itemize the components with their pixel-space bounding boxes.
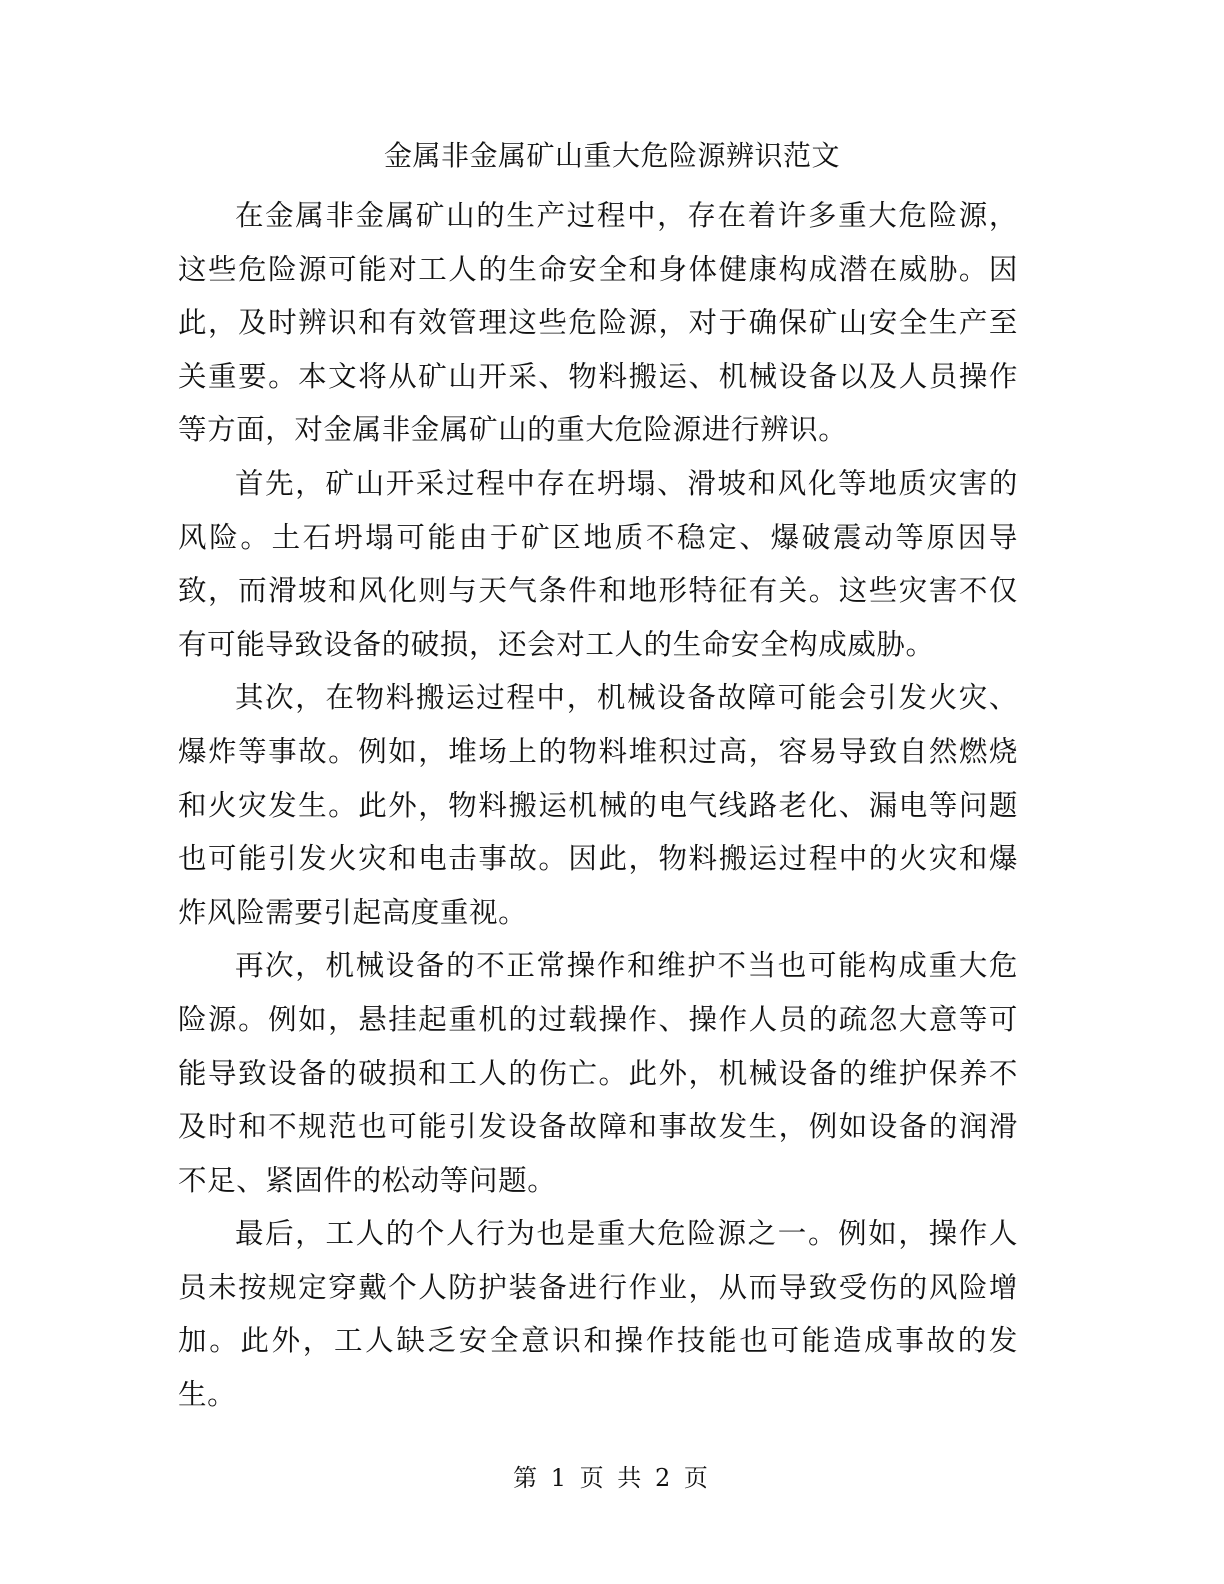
document-body (178, 189, 1018, 1422)
page-number-footer: 第 1 页 共 2 页 (513, 1464, 711, 1492)
paragraph-material-handling: 其次，在物料搬运过程中，机械设备故障可能会引发火灾、爆炸等事故。例如，堆场上的物料堆积过高，容易导致自然燃烧和火灾发生。此外，物料搬运机械的电气线路老化、漏电等问题也可能引发火灾和电击事故。因此，物料搬运过程中的火灾和爆炸风险需要引起高度重视。 (178, 681, 1018, 929)
paragraph-intro: 在金属非金属矿山的生产过程中，存在着许多重大危险源，这些危险源可能对工人的生命安全和身体健康构成潜在威胁。因此，及时辨识和有效管理这些危险源，对于确保矿山安全生产至关重要。本文将从矿山开采、物料搬运、机械设备以及人员操作等方面，对金属非金属矿山的重大危险源进行辨识。 (178, 199, 1018, 447)
document-title: 金属非金属矿山重大危险源辨识范文 (383, 139, 840, 172)
paragraph-machinery: 再次，机械设备的不正常操作和维护不当也可能构成重大危险源。例如，悬挂起重机的过载操作、操作人员的疏忽大意等可能导致设备的破损和工人的伤亡。此外，机械设备的维护保养不及时和不规范也可能引发设备故障和事故发生，例如设备的润滑不足、紧固件的松动等问题。 (178, 949, 1018, 1197)
paragraph-mining-hazards: 首先，矿山开采过程中存在坍塌、滑坡和风化等地质灾害的风险。土石坍塌可能由于矿区地质不稳定、爆破震动等原因导致，而滑坡和风化则与天气条件和地形特征有关。这些灾害不仅有可能导致设备的破损，还会对工人的生命安全构成威胁。 (178, 466, 1018, 661)
paragraph-personnel: 最后，工人的个人行为也是重大危险源之一。例如，操作人员未按规定穿戴个人防护装备进行作业，从而导致受伤的风险增加。此外，工人缺乏安全意识和操作技能也可能造成事故的发生。 (178, 1217, 1018, 1412)
